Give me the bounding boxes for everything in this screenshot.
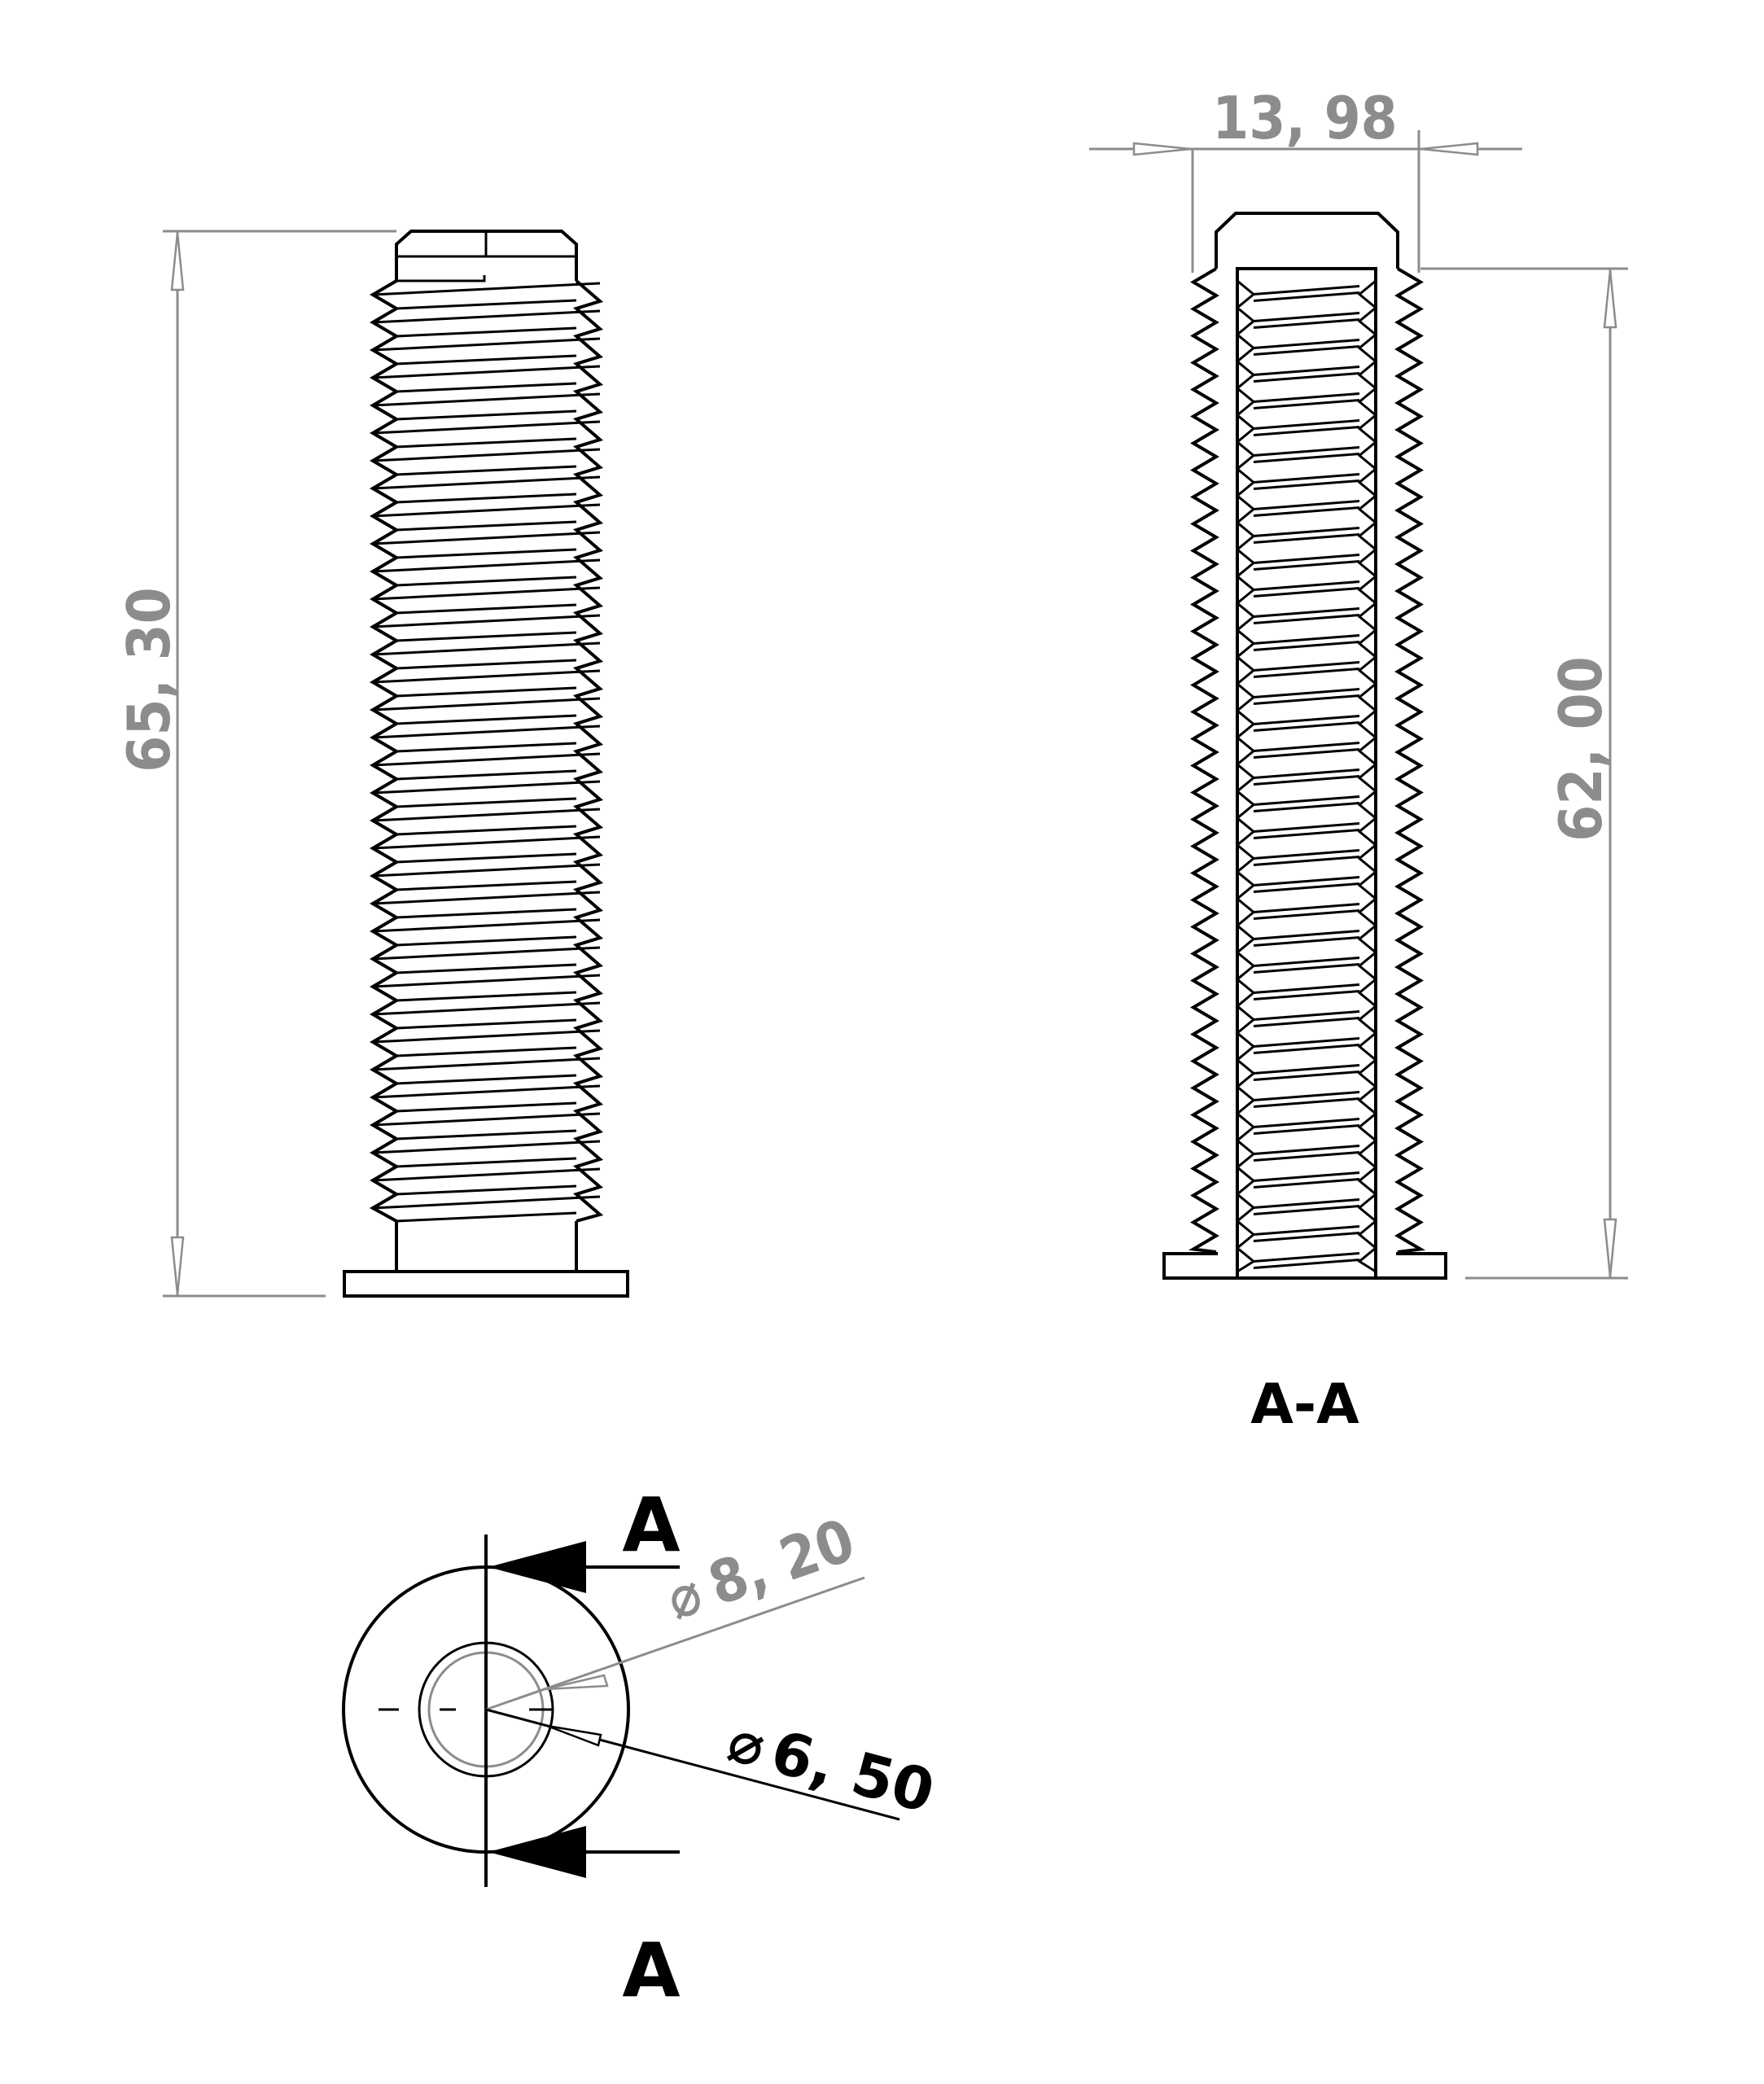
inner-thread-left: [1237, 281, 1254, 1272]
cut-arrow-top-head: [488, 1541, 586, 1593]
thread-crest: [373, 449, 600, 461]
thread-crest: [373, 366, 600, 378]
dim-arrow-len-top: [1604, 270, 1616, 327]
outer-diameter-symbol: ⌀: [658, 1557, 711, 1634]
thread-crest: [373, 560, 600, 571]
thread-crest: [373, 754, 600, 765]
thread-crest: [373, 865, 600, 876]
thread-crest: [373, 588, 600, 599]
thread-root: [396, 328, 576, 336]
thread-crest: [373, 1058, 600, 1070]
section-view: [1089, 84, 1628, 1437]
dim-arrow-bottom: [172, 1237, 183, 1294]
thread-crest: [373, 283, 600, 295]
thread-root: [396, 605, 576, 613]
thread-crest: [373, 782, 600, 793]
thread-crest: [373, 1031, 600, 1042]
thread-root: [396, 383, 576, 392]
thread-crest: [373, 394, 600, 405]
dim-arrow-top: [172, 233, 183, 290]
end-view: [344, 1482, 941, 2014]
thread-crest: [373, 1197, 600, 1208]
inner-diameter-callout: [721, 1705, 942, 1826]
thread-root: [396, 1075, 576, 1084]
thread-crest: [373, 809, 600, 821]
thread-root: [396, 716, 576, 724]
thread-crest: [373, 477, 600, 488]
exterior-neck: [396, 1221, 576, 1272]
thread-crest: [373, 1003, 600, 1014]
thread-root: [396, 577, 576, 585]
thread-root: [396, 1158, 576, 1167]
thread-root: [396, 356, 576, 364]
thread-root: [396, 854, 576, 862]
inner-diameter-symbol: ⌀: [720, 1705, 773, 1781]
outer-diameter-label: 8, 20: [700, 1505, 863, 1619]
dim-arrow-width-left: [1134, 143, 1191, 155]
thread-crest: [373, 643, 600, 655]
thread-crest: [373, 505, 600, 516]
thread-root: [396, 466, 576, 475]
section-width-label: 13, 98: [1212, 84, 1398, 152]
inner-thread-right: [1359, 281, 1376, 1272]
dim-arrow-len-bottom: [1604, 1219, 1616, 1276]
thread-root: [396, 688, 576, 696]
thread-crest: [373, 422, 600, 433]
thread-root: [396, 965, 576, 973]
thread-crest: [373, 615, 600, 627]
section-inner-thread: [1237, 281, 1376, 1272]
thread-crest: [373, 1141, 600, 1153]
thread-root: [396, 992, 576, 1000]
thread-root: [396, 743, 576, 751]
leader-arrow-inner: [547, 1726, 601, 1745]
cut-arrow-bottom-head: [488, 1826, 586, 1878]
thread-profile-left: [373, 281, 396, 1221]
thread-root: [396, 1186, 576, 1194]
thread-start: [396, 275, 484, 281]
thread-root: [396, 826, 576, 834]
thread-root: [396, 439, 576, 447]
thread-root: [396, 1048, 576, 1056]
thread-crest: [373, 975, 600, 987]
thread-root: [396, 771, 576, 779]
section-outer-thread: [1193, 269, 1420, 1252]
section-title: A-A: [1250, 1373, 1359, 1437]
thread-crest: [373, 1169, 600, 1180]
thread-crest: [373, 726, 600, 738]
thread-crest: [373, 1114, 600, 1125]
thread-root: [396, 1103, 576, 1111]
inner-diameter-label: 6, 50: [764, 1717, 942, 1827]
dim-arrow-width-right: [1420, 143, 1477, 155]
thread-root: [396, 1020, 576, 1028]
section-length-label: 62, 00: [1547, 656, 1615, 842]
thread-root: [396, 633, 576, 641]
thread-root: [396, 1131, 576, 1139]
thread-crest: [373, 837, 600, 848]
thread-root: [396, 882, 576, 890]
section-top-cap: [1216, 213, 1398, 269]
exterior-base-flange: [344, 1272, 628, 1296]
thread-root: [396, 549, 576, 558]
overall-length-label: 65, 30: [115, 587, 183, 773]
thread-crest: [373, 339, 600, 350]
thread-crest: [373, 311, 600, 322]
thread-root: [396, 1213, 576, 1221]
outer-teeth-left: [1193, 269, 1216, 1252]
thread-crest: [373, 532, 600, 544]
thread-crest: [373, 1086, 600, 1097]
exterior-view: [115, 231, 628, 1296]
thread-root: [396, 494, 576, 502]
thread-root: [396, 799, 576, 807]
thread-root: [396, 411, 576, 419]
thread-root: [396, 660, 576, 668]
cut-label-top: A: [622, 1482, 681, 1569]
thread-crest: [373, 698, 600, 710]
thread-crest: [373, 948, 600, 959]
thread-crest: [373, 920, 600, 931]
thread-root: [396, 937, 576, 945]
thread-crest: [373, 892, 600, 904]
thread-root: [396, 300, 576, 309]
cut-label-bottom: A: [622, 1927, 681, 2014]
thread-root: [396, 909, 576, 917]
exterior-threads: [373, 281, 600, 1221]
thread-crest: [373, 671, 600, 682]
outer-teeth-right: [1398, 269, 1420, 1252]
thread-root: [396, 522, 576, 530]
